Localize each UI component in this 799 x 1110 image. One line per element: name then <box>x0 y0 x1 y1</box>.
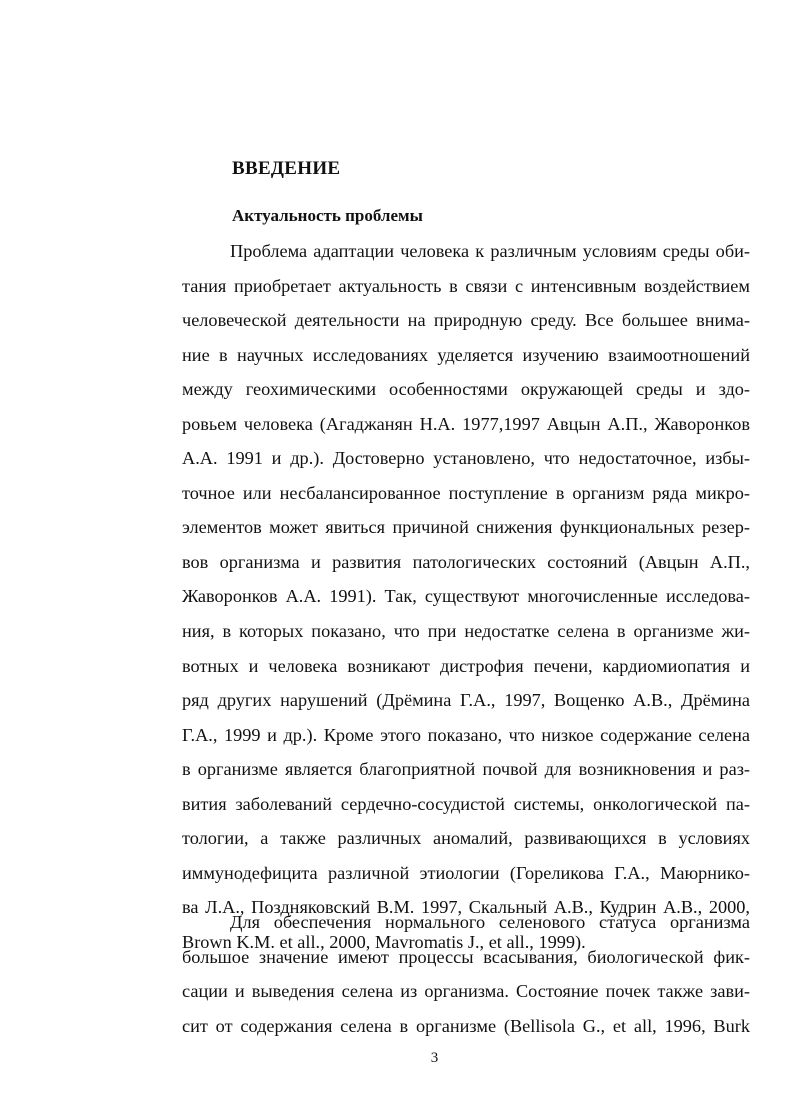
text-line: человеческой деятельности на природную среду. Все большее внима- <box>182 310 750 331</box>
text-line: Проблема адаптации человека к различным условиям среды оби- <box>230 241 750 261</box>
text-line: тания приобретает актуальность в связи с интенсивным воздействием <box>182 275 750 296</box>
text-line: тологии, а также различных аномалий, развивающихся в условиях <box>182 828 750 849</box>
text-line: Brown K.M. et all., 2000, Mavromatis J., et all., 1999). <box>182 931 586 952</box>
text-line: ровьем человека (Агаджанян Н.А. 1977,1997 Авцын А.П., Жаворонков <box>182 413 750 434</box>
text-line: ние в научных исследованиях уделяется изучению взаимоотношений <box>182 344 750 365</box>
text-line: сит от содержания селена в организме (Bellisola G., et all, 1996, Burk <box>182 1015 750 1036</box>
text-line: в организме является благоприятной почвой для возникновения и раз- <box>182 759 750 780</box>
text-line: иммунодефицита различной этиологии (Гореликова Г.А., Маюрнико- <box>182 862 750 883</box>
text-line: ряд других нарушений (Дрёмина Г.А., 1997, Вощенко А.В., Дрёмина <box>182 690 750 711</box>
paragraph-2 <box>182 905 750 1043</box>
text-line: элементов может явиться причиной снижения функциональных резер- <box>182 517 750 538</box>
text-line: вотных и человека возникают дистрофия печени, кардиомиопатия и <box>182 655 750 676</box>
text-line: Жаворонков А.А. 1991). Так, существуют многочисленные исследова- <box>182 586 750 607</box>
text-line: ва Л.А., Поздняковский В.М. 1997, Скальный А.В., Кудрин А.В., 2000, <box>182 897 750 918</box>
page-number: 3 <box>430 1050 439 1066</box>
section-subheading: Актуальность проблемы <box>232 206 423 225</box>
text-line: Для обеспечения нормального селенового статуса организма <box>230 912 750 932</box>
text-line: большое значение имеют процессы всасывания, биологической фик- <box>182 946 750 967</box>
text-line: точное или несбалансированное поступление в организм ряда микро- <box>182 482 750 503</box>
text-line: между геохимическими особенностями окружающей среды и здо- <box>182 379 750 400</box>
text-line: вития заболеваний сердечно-сосудистой системы, онкологической па- <box>182 793 750 814</box>
text-line: сации и выведения селена из организма. Состояние почек также зави- <box>182 981 750 1002</box>
text-line: вов организма и развития патологических состояний (Авцын А.П., <box>182 551 750 572</box>
text-line: Г.А., 1999 и др.). Кроме этого показано, что низкое содержание селена <box>182 724 750 745</box>
text-line: ния, в которых показано, что при недостатке селена в организме жи- <box>182 621 750 642</box>
paragraph-1 <box>182 234 750 959</box>
section-heading: ВВЕДЕНИЕ <box>232 158 341 179</box>
text-line: А.А. 1991 и др.). Достоверно установлено, что недостаточное, избы- <box>182 448 750 469</box>
